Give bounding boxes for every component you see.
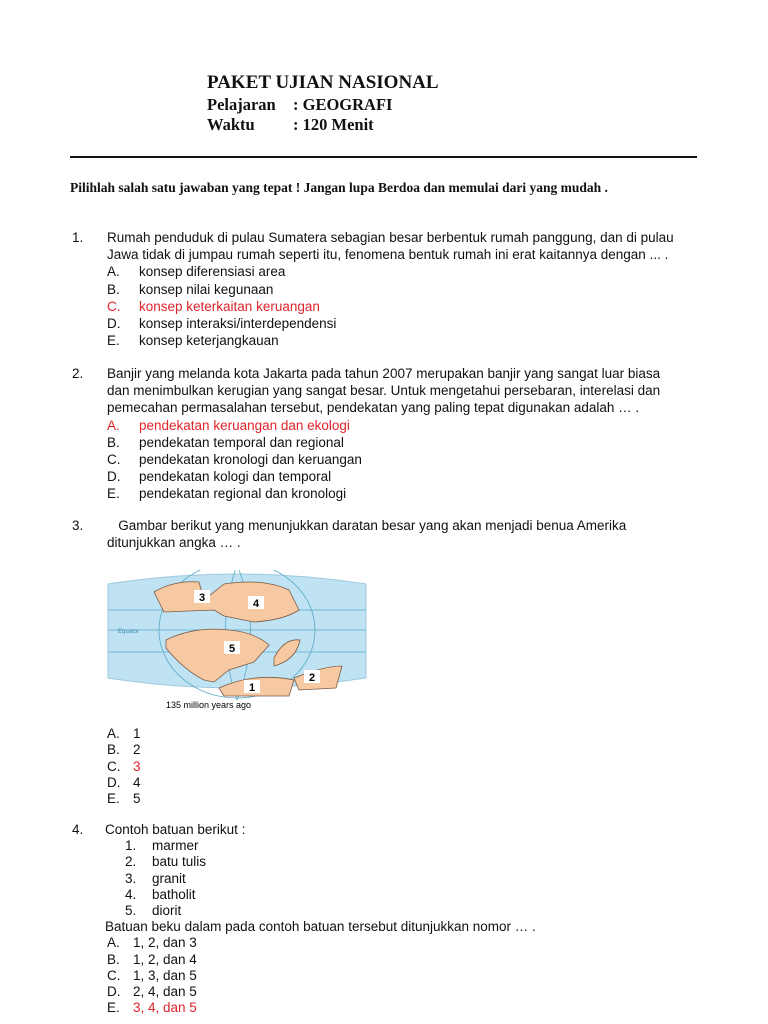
option-d[interactable]: D. konsep interaksi/interdependensi [107, 315, 337, 331]
option-a[interactable]: A. konsep diferensiasi area [107, 264, 286, 280]
question-2 [72, 365, 732, 503]
option-b[interactable]: B. konsep nilai kegunaan [107, 281, 274, 297]
option-e[interactable]: E. pendekatan regional dan kronologi [107, 486, 347, 502]
rock-item: 1. marmer [125, 838, 199, 854]
question-number: 3. [72, 518, 84, 533]
rock-item: 3. granit [125, 870, 186, 886]
option-d[interactable]: D. 2, 4, dan 5 [107, 983, 197, 999]
option-e-answer[interactable]: E. 3, 4, dan 5 [107, 1000, 197, 1016]
option-d[interactable]: D. 4 [107, 774, 141, 790]
question-number: 2. [72, 366, 84, 381]
subject-value: : GEOGRAFI [293, 95, 393, 114]
map-label-2: 2 [308, 672, 316, 684]
option-c[interactable]: C. 1, 3, dan 5 [107, 967, 197, 983]
option-a[interactable]: A. 1 [107, 726, 141, 741]
question-number: 4. [72, 822, 84, 837]
map-label-1: 1 [248, 682, 256, 694]
map-caption: 135 million years ago [166, 700, 252, 710]
question-3 [72, 517, 732, 551]
question-text: Batuan beku dalam pada contoh batuan tersebut ditunjukkan nomor … . [105, 919, 536, 935]
subject-label: Pelajaran [207, 95, 276, 114]
option-e[interactable]: E. konsep keterjangkauan [107, 333, 279, 349]
time-value: : 120 Menit [293, 115, 374, 134]
rock-item: 4. batholit [125, 886, 196, 902]
pangea-map [104, 570, 370, 712]
option-a-answer[interactable]: A. pendekatan keruangan dan ekologi [107, 417, 350, 433]
question-number: 1. [72, 230, 84, 245]
equator-label: Equator [118, 629, 140, 635]
option-d[interactable]: D. pendekatan kologi dan temporal [107, 469, 332, 485]
option-e[interactable]: E. 5 [107, 791, 141, 807]
option-c-answer[interactable]: C. 3 [107, 758, 141, 774]
question-text: ditunjukkan angka … . [107, 535, 241, 551]
map-label-3: 3 [198, 592, 206, 604]
header-divider [70, 156, 697, 158]
question-text: dan menimbulkan kerugian yang sangat besar. Untuk mengetahui persebaran, interelasi dan [107, 383, 661, 399]
option-a[interactable]: A. 1, 2, dan 3 [107, 935, 197, 951]
question-4 [72, 821, 732, 1015]
option-c[interactable]: C. pendekatan kronologi dan keruangan [107, 451, 362, 467]
instruction: Pilihlah salah satu jawaban yang tepat ! Jangan lupa Berdoa dan memulai dari yang mudah . [70, 180, 608, 195]
question-text: Gambar berikut yang menunjukkan daratan besar yang akan menjadi benua Amerika [107, 518, 627, 533]
map-label-4: 4 [252, 598, 260, 610]
option-b[interactable]: B. 2 [107, 742, 141, 758]
exam-title: PAKET UJIAN NASIONAL [207, 72, 439, 93]
option-b[interactable]: B. pendekatan temporal dan regional [107, 434, 344, 450]
question-text: Jawa tidak di jumpau rumah seperti itu, fenomena bentuk rumah ini erat kaitannya dengan ... . [107, 247, 669, 263]
map-label-5: 5 [228, 643, 236, 655]
question-text: Rumah penduduk di pulau Sumatera sebagian besar berbentuk rumah panggung, dan di pulau [107, 230, 674, 245]
question-1 [72, 229, 732, 349]
question-3-options [107, 725, 767, 806]
rock-item: 5. diorit [125, 902, 182, 918]
question-text: Contoh batuan berikut : [105, 822, 246, 837]
question-text: Banjir yang melanda kota Jakarta pada tahun 2007 merupakan banjir yang sangat luar biasa [107, 366, 661, 381]
option-b[interactable]: B. 1, 2, dan 4 [107, 951, 197, 967]
time-label: Waktu [207, 115, 255, 134]
rock-item: 2. batu tulis [125, 854, 207, 870]
question-text: pemecahan permasalahan tersebut, pendekatan yang paling tepat digunakan adalah … . [107, 400, 640, 416]
option-c-answer[interactable]: C. konsep keterkaitan keruangan [107, 298, 320, 314]
